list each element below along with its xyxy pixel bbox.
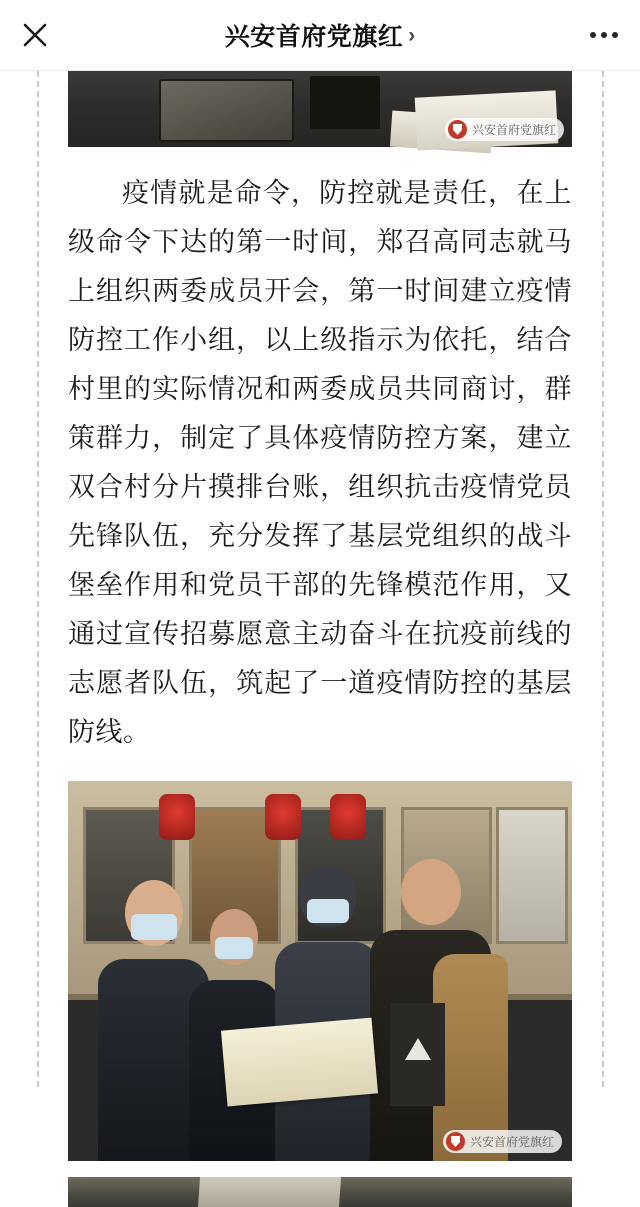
outdoor-checkpoint-photo [68,1177,572,1207]
watermark-badge [445,118,564,141]
watermark-label: 兴安首府党旗红 [469,1135,554,1149]
chevron-right-icon: › [408,23,416,47]
account-logo-icon [448,120,467,139]
watermark-label: 兴安首府党旗红 [471,123,556,137]
article-paragraph: 疫情就是命令，防控就是责任，在上级命令下达的第一时间，郑召高同志就马上组织两委成员开会，第一时间建立疫情防控工作小组，以上级指示为依托，结合村里的实际情况和两委成员共同商讨，群策群力，制定了具体疫情防控方案，建立双合村分片摸排台账，组织抗击疫情党员先锋队伍，充分发挥了基层党组织的战斗堡垒作用和党员干部的先锋模范作用，又通过宣传招募愿意主动奋斗在抗疫前线的志愿者队伍，筑起了一道疫情防控的基层防线。 [68,178,572,747]
red-decoration [265,794,301,840]
person-figure [370,857,491,1161]
photo-outdoor-illustration [68,1177,572,1207]
face-mask-icon [215,937,253,959]
laptop-shape [159,79,294,142]
more-dot [590,32,596,38]
photo-room-illustration [68,781,572,1161]
document-folder [221,1018,378,1107]
more-dot [601,32,607,38]
article-scroll-area[interactable] [0,71,640,1149]
monitor-shape [310,76,381,129]
more-dot [612,32,618,38]
top-navigation-bar [0,0,640,71]
watermark-badge [443,1130,562,1153]
office-desk-photo [68,71,572,147]
person-shirt [390,1003,446,1106]
account-logo-icon [446,1132,465,1151]
road-shape [198,1177,341,1207]
red-decoration [330,794,366,840]
face-mask-icon [131,914,177,940]
page-title: 兴安首府党旗红 [224,23,404,51]
more-options-icon[interactable] [588,24,620,46]
account-title-link[interactable] [225,17,416,53]
person-figure [275,865,381,1161]
cabinet-panel [496,807,568,945]
article-content [0,71,640,1207]
close-icon[interactable] [18,18,52,52]
face-mask-icon [307,899,349,923]
person-head [401,859,461,925]
village-meeting-photo [68,781,572,1161]
red-decoration [159,794,195,840]
